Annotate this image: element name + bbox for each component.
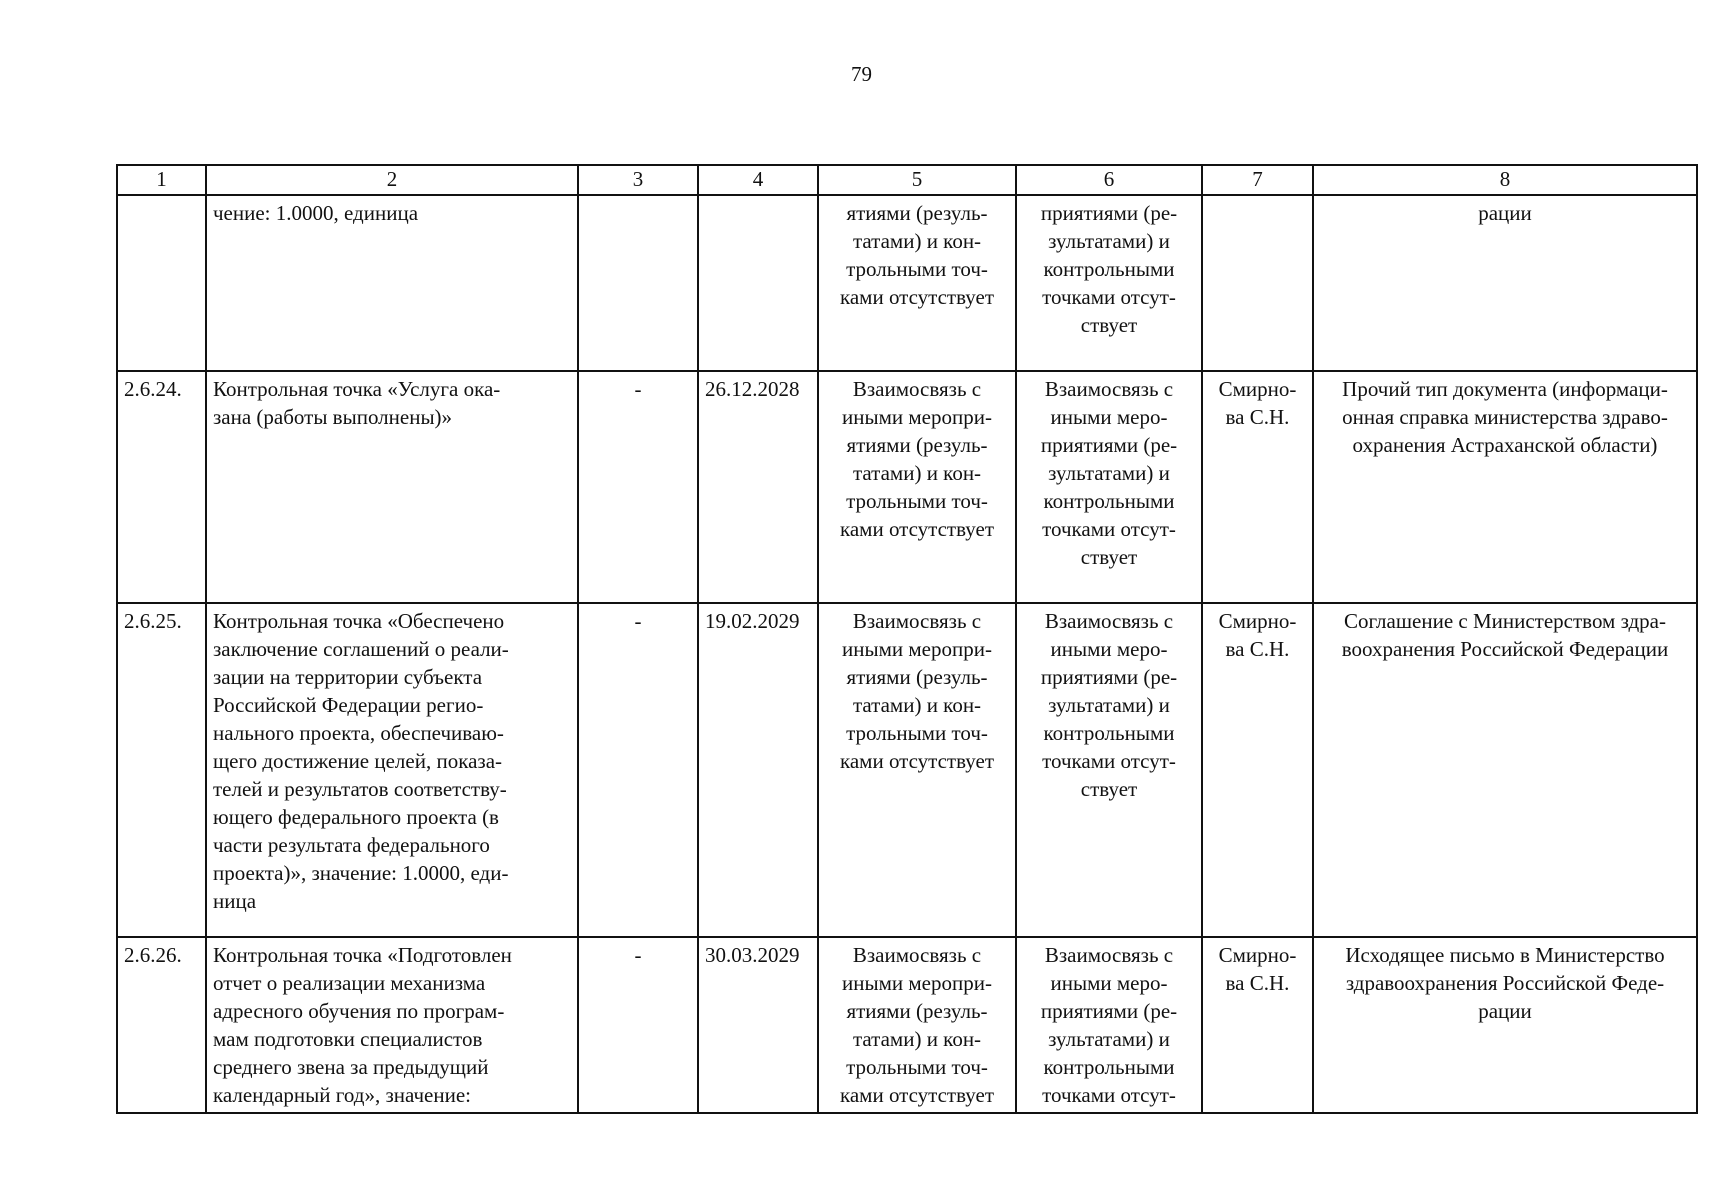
responsible-person	[1202, 195, 1313, 371]
table-row	[117, 195, 1697, 371]
row-number: 2.6.26.	[117, 937, 206, 1113]
column-header: 5	[818, 165, 1016, 195]
document-type: Соглашение с Министерством здра- воохранения Российской Федерации	[1313, 603, 1697, 937]
relation-column-5: Взаимосвязь с иными меропри- ятиями (резуль- татами) и кон- трольными точ- ками отсутствует	[818, 603, 1016, 937]
column-header: 4	[698, 165, 818, 195]
relation-column-5: Взаимосвязь с иными меропри- ятиями (резуль- татами) и кон- трольными точ- ками отсутствует	[818, 937, 1016, 1113]
relation-column-6: Взаимосвязь с иными меро- приятиями (ре- зультатами) и контрольными точками отсут- ствует	[1016, 603, 1202, 937]
row-number: 2.6.25.	[117, 603, 206, 937]
page-number: 79	[851, 62, 872, 86]
document-type: Прочий тип документа (информаци- онная справка министерства здраво- охранения Астраханской области)	[1313, 371, 1697, 603]
responsible-person: Смирно- ва С.Н.	[1202, 937, 1313, 1113]
control-point-name: Контрольная точка «Подготовлен отчет о реализации механизма адресного обучения по програм- мам подготовки специалистов среднего звена за предыдущий календарный год», значение:	[206, 937, 578, 1113]
due-date: 26.12.2028	[698, 371, 818, 603]
responsible-person: Смирно- ва С.Н.	[1202, 603, 1313, 937]
due-date: 30.03.2029	[698, 937, 818, 1113]
document-type: рации	[1313, 195, 1697, 371]
column-header: 3	[578, 165, 698, 195]
control-point-name: Контрольная точка «Обеспечено заключение соглашений о реали- зации на территории субъекта Российской Федерации регио- нального проекта, обеспечиваю- щего достижение целей, показа- телей и результатов соответству- ющего федерального проекта (в части результата федерального проекта)», значение: 1.0000, еди- ница	[206, 603, 578, 937]
control-point-name: чение: 1.0000, единица	[206, 195, 578, 371]
row-number: 2.6.24.	[117, 371, 206, 603]
relation-column-5: ятиями (резуль- татами) и кон- трольными точ- ками отсутствует	[818, 195, 1016, 371]
relation-column-6: Взаимосвязь с иными меро- приятиями (ре- зультатами) и контрольными точками отсут- ствует	[1016, 371, 1202, 603]
control-points-table	[116, 164, 1698, 1114]
table-row	[117, 371, 1697, 603]
column-header: 6	[1016, 165, 1202, 195]
column-header: 8	[1313, 165, 1697, 195]
due-date	[698, 195, 818, 371]
document-type: Исходящее письмо в Министерство здравоохранения Российской Феде- рации	[1313, 937, 1697, 1113]
relation-column-6: приятиями (ре- зультатами) и контрольными точками отсут- ствует	[1016, 195, 1202, 371]
table-row	[117, 603, 1697, 937]
column-header: 7	[1202, 165, 1313, 195]
control-point-name: Контрольная точка «Услуга ока- зана (работы выполнены)»	[206, 371, 578, 603]
column-3-value: -	[578, 603, 698, 937]
responsible-person: Смирно- ва С.Н.	[1202, 371, 1313, 603]
due-date: 19.02.2029	[698, 603, 818, 937]
column-3-value: -	[578, 937, 698, 1113]
column-header: 2	[206, 165, 578, 195]
relation-column-5: Взаимосвязь с иными меропри- ятиями (резуль- татами) и кон- трольными точ- ками отсутствует	[818, 371, 1016, 603]
row-number	[117, 195, 206, 371]
column-3-value: -	[578, 371, 698, 603]
column-header: 1	[117, 165, 206, 195]
column-3-value	[578, 195, 698, 371]
table-row	[117, 937, 1697, 1113]
table-header-row	[117, 165, 1697, 195]
relation-column-6: Взаимосвязь с иными меро- приятиями (ре- зультатами) и контрольными точками отсут-	[1016, 937, 1202, 1113]
